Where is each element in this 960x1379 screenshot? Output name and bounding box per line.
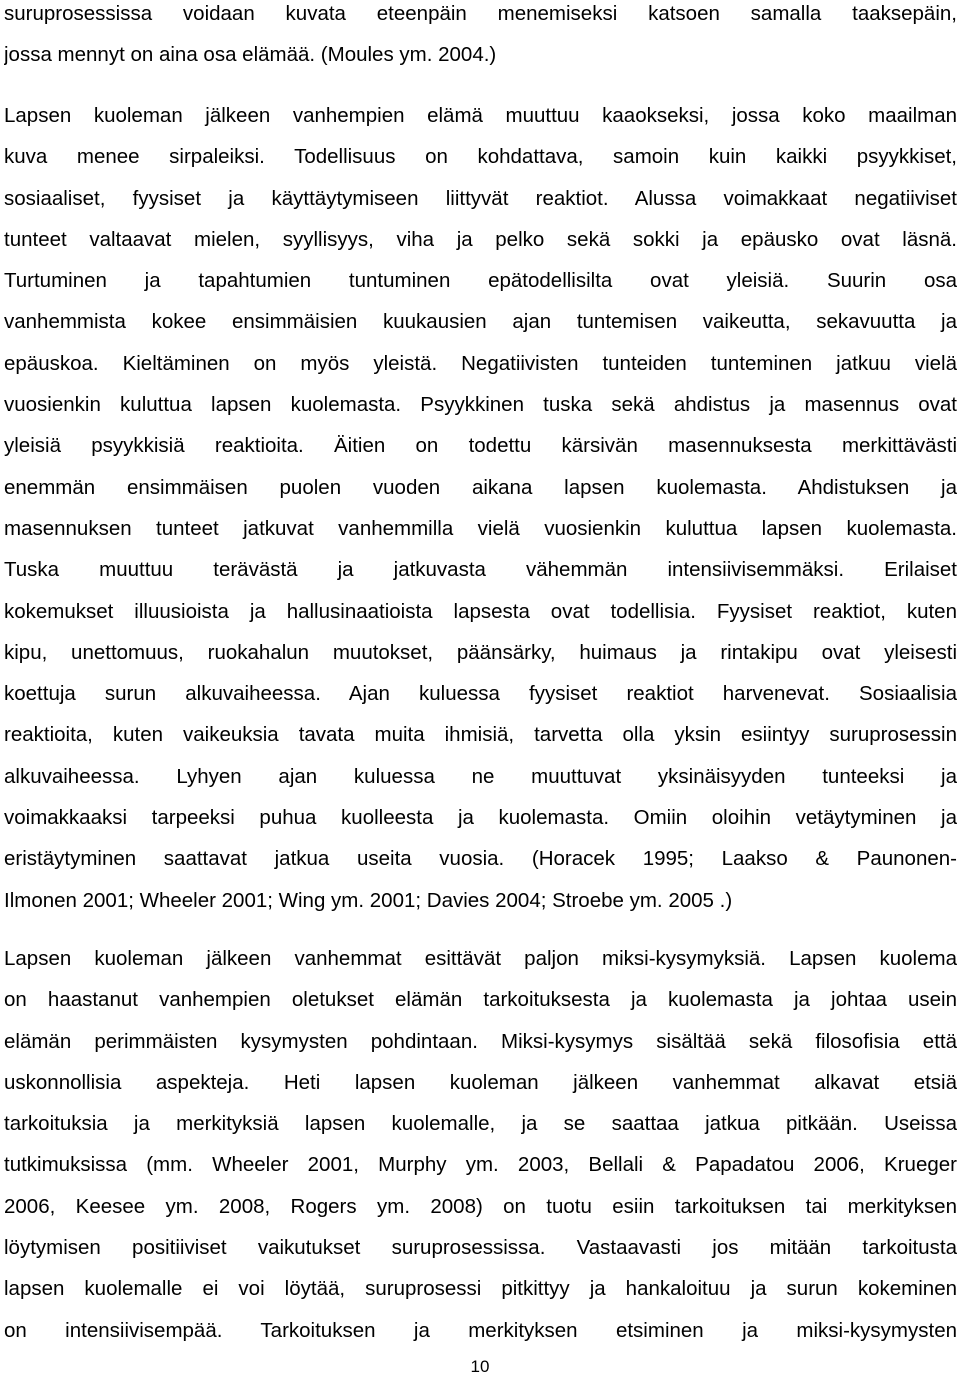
text-line: on intensiivisempää. Tarkoituksen ja merkityksen etsiminen ja miksi-kysymysten <box>4 1318 957 1342</box>
text-line: uskonnollisia aspekteja. Heti lapsen kuoleman jälkeen vanhemmat alkavat etsiä <box>4 1070 957 1094</box>
text-line: kuva menee sirpaleiksi. Todellisuus on kohdattava, samoin kuin kaikki psyykkiset, <box>4 145 957 169</box>
text-line: kipu, unettomuus, ruokahalun muutokset, päänsärky, huimaus ja rintakipu ovat yleisesti <box>4 640 957 664</box>
text-line: löytymisen positiiviset vaikutukset suruprosessissa. Vastaavasti jos mitään tarkoitusta <box>4 1236 957 1260</box>
page-number: 10 <box>470 1357 490 1376</box>
text-line: jossa mennyt on aina osa elämää. (Moules ym. 2004.) <box>4 43 497 67</box>
text-line: vanhemmista kokee ensimmäisien kuukausien ajan tuntemisen vaikeutta, sekavuutta ja <box>4 310 957 334</box>
text-line: suruprosessissa voidaan kuvata eteenpäin menemiseksi katsoen samalla taaksepäin, <box>4 2 957 25</box>
text-line: Lapsen kuoleman jälkeen vanhemmat esittävät paljon miksi-kysymyksiä. Lapsen kuolema <box>4 947 957 970</box>
text-line: Tuska muuttuu terävästä ja jatkuvasta vähemmän intensiivisemmäksi. Erilaiset <box>4 558 957 582</box>
text-line: vuosienkin kuluttua lapsen kuolemasta. Psyykkinen tuska sekä ahdistus ja masennus ovat <box>4 393 957 417</box>
text-line: masennuksen tunteet jatkuvat vanhemmilla vielä vuosienkin kuluttua lapsen kuolemasta. <box>4 516 957 540</box>
text-line: on haastanut vanhempien oletukset elämän tarkoituksesta ja kuolemasta ja johtaa usein <box>4 988 957 1012</box>
text-line: alkuvaiheessa. Lyhyen ajan kuluessa ne muuttuvat yksinäisyyden tunteeksi ja <box>4 764 957 788</box>
paragraph-why-questions <box>4 938 957 1351</box>
text-line: 2006, Keesee ym. 2008, Rogers ym. 2008) on tuotu esiin tarkoituksen tai merkityksen <box>4 1194 957 1218</box>
text-line: koettuja surun alkuvaiheessa. Ajan kuluessa fyysiset reaktiot harvenevat. Sosiaalisia <box>4 682 957 706</box>
text-line: Lapsen kuoleman jälkeen vanhempien elämä muuttuu kaaokseksi, jossa koko maailman <box>4 104 957 127</box>
text-line: sosiaaliset, fyysiset ja käyttäytymiseen liittyvät reaktiot. Alussa voimakkaat negatiiviset <box>4 186 957 210</box>
text-line: Turtuminen ja tapahtumien tuntuminen epätodellisilta ovat yleisiä. Suurin osa <box>4 269 957 293</box>
text-line: tutkimuksissa (mm. Wheeler 2001, Murphy ym. 2003, Bellali & Papadatou 2006, Krueger <box>4 1153 957 1177</box>
text-line: Ilmonen 2001; Wheeler 2001; Wing ym. 2001; Davies 2004; Stroebe ym. 2005 .) <box>4 888 733 912</box>
text-line: reaktioita, kuten vaikeuksia tavata muita ihmisiä, tarvetta olla yksin esiintyy suruprosessin <box>4 723 957 747</box>
text-line: tunteet valtaavat mielen, syyllisyys, viha ja pelko sekä sokki ja epäusko ovat läsnä. <box>4 227 957 251</box>
text-line: voimakkaaksi tarpeeksi puhua kuolleesta ja kuolemasta. Omiin oloihin vetäytyminen ja <box>4 806 957 830</box>
paragraph-grief-reactions <box>4 95 957 921</box>
text-line: epäuskoa. Kieltäminen on myös yleistä. Negatiivisten tunteiden tunteminen jatkuu vielä <box>4 351 957 375</box>
text-line: kokemukset illuusioista ja hallusinaatioista lapsesta ovat todellisia. Fyysiset reaktiot, kuten <box>4 599 957 623</box>
text-line: lapsen kuolemalle ei voi löytää, suruprosessi pitkittyy ja hankaloituu ja surun kokeminen <box>4 1277 957 1301</box>
text-line: enemmän ensimmäisen puolen vuoden aikana lapsen kuolemasta. Ahdistuksen ja <box>4 475 957 499</box>
text-line: eristäytyminen saattavat jatkua useita vuosia. (Horacek 1995; Laakso & Paunonen- <box>4 847 957 871</box>
paragraph-continued <box>4 0 957 76</box>
text-line: tarkoituksia ja merkityksiä lapsen kuolemalle, ja se saattaa jatkua pitkään. Useissa <box>4 1112 957 1136</box>
text-line: elämän perimmäisten kysymysten pohdintaan. Miksi-kysymys sisältää sekä filosofisia että <box>4 1029 957 1053</box>
text-line: yleisiä psyykkisiä reaktioita. Äitien on todettu kärsivän masennuksesta merkittävästi <box>4 434 957 458</box>
